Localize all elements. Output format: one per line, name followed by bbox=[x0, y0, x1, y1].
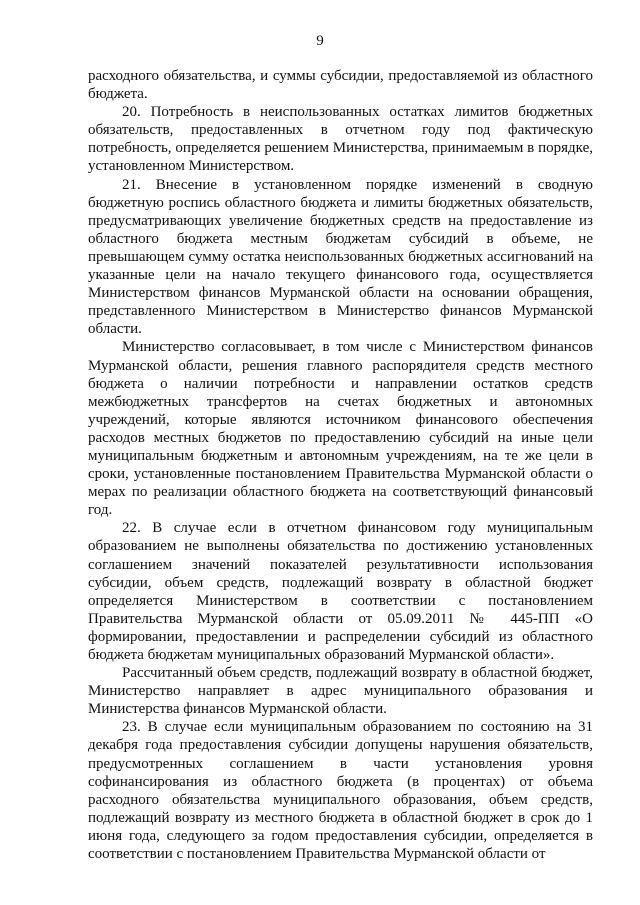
paragraph-23: 23. В случае если муниципальным образованием по состоянию на 31 декабря года предоставления субсидии допущены нарушения обязательств, предусмотренных соглашением в части установления уровня софинансирования из областного бюджета (в процентах) от объема расходного обязательства муниципального образования, объем средств, подлежащий возврату из местного бюджета в областной бюджет в срок до 1 июня года, следующего за годом предоставления субсидии, определяется в соответствии с постановлением Правительства Мурманской области от bbox=[88, 719, 593, 863]
paragraph-continuation: расходного обязательства, и суммы субсидии, предоставляемой из областного бюджета. bbox=[88, 68, 593, 103]
paragraph-20: 20. Потребность в неиспользованных остатках лимитов бюджетных обязательств, предоставленных в отчетном году под фактическую потребность, определяется решением Министерства, принимаемым в порядке, установленном Министерством. bbox=[88, 104, 593, 175]
paragraph-21: 21. Внесение в установленном порядке изменений в сводную бюджетную роспись областного бюджета и лимиты бюджетных обязательств, предусматривающих увеличение бюджетных средств на предоставление из областного бюджета местным бюджетам субсидий в объеме, не превышающем сумму остатка неиспользованных бюджетных ассигнований на указанные цели на начало текущего финансового года, осуществляется Министерством финансов Мурманской области на основании обращения, представленного Министерством в Министерство финансов Мурманской области. bbox=[88, 176, 593, 338]
paragraph-calculated-amount: Рассчитанный объем средств, подлежащий возврату в областной бюджет, Министерство направляет в адрес муниципального образования и Министерства финансов Мурманской области. bbox=[88, 665, 593, 718]
document-body bbox=[88, 67, 593, 863]
page-number: 9 bbox=[316, 33, 324, 49]
paragraph-ministry-agrees: Министерство согласовывает, в том числе с Министерством финансов Мурманской области, решения главного распорядителя средств местного бюджета о наличии потребности и направлении остатков средств межбюджетных трансфертов на счетах бюджетных и автономных учреждений, которые являются источником финансового обеспечения расходов местных бюджетов по предоставлению субсидий на иные цели муниципальным бюджетным и автономным учреждениям, на те же цели в сроки, установленные постановлением Правительства Мурманской области о мерах по реализации областного бюджета на соответствующий финансовый год. bbox=[88, 339, 593, 519]
paragraph-22: 22. В случае если в отчетном финансовом году муниципальным образованием не выполнены обязательства по достижению установленных соглашением значений показателей результативности использования субсидии, объем средств, подлежащий возврату в областной бюджет определяется Министерством в соответствии с постановлением Правительства Мурманской области от 05.09.2011 № 445-ПП «О формировании, предоставлении и распределении субсидий из областного бюджета бюджетам муниципальных образований Мурманской области». bbox=[88, 520, 593, 663]
